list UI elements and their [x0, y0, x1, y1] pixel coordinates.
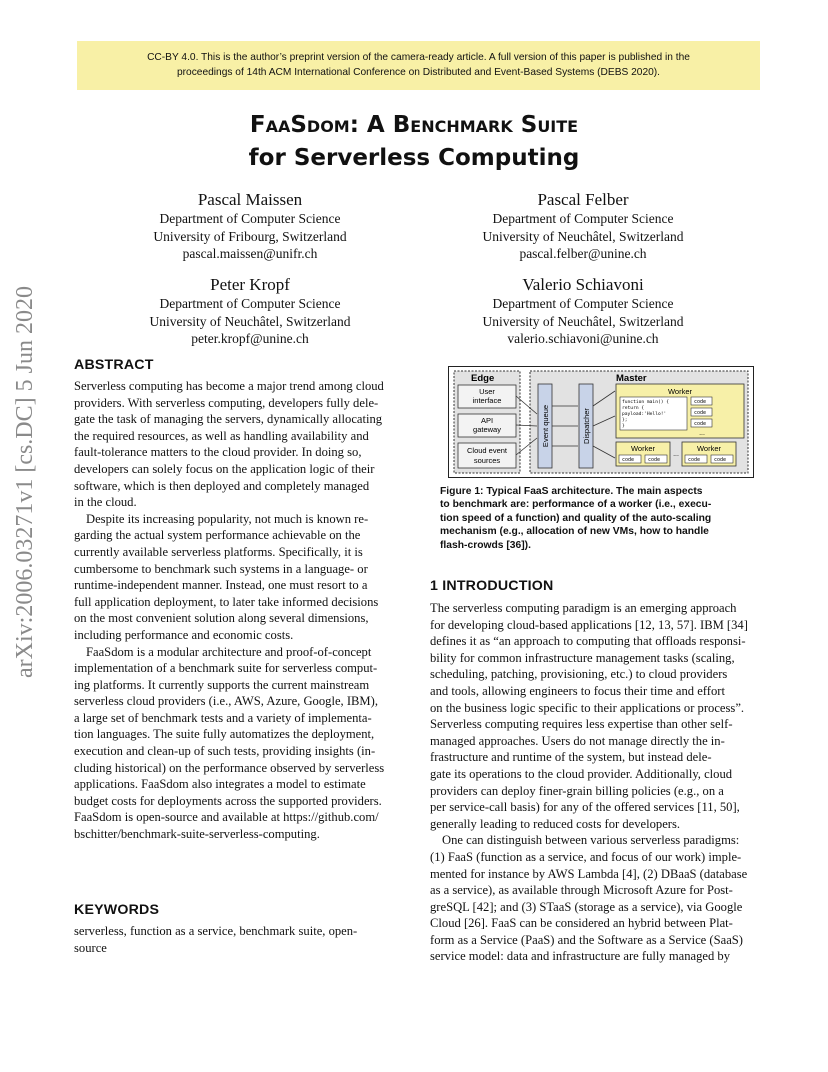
text-line: mechanism (e.g., allocation of new VMs, how to handle: [440, 526, 709, 538]
text-line: Serverless computing requires less expertise than other self-: [430, 717, 733, 732]
text-line: Cloud [26]. FaaS can be considered an hybrid between Plat-: [430, 916, 733, 931]
author-name: Valerio Schiavoni: [522, 275, 644, 294]
author-block: [433, 189, 733, 263]
text-line: cluding historical) on the performance observed by serverless: [74, 760, 385, 775]
text-line: mented for instance by AWS Lambda [4], (2) DBaaS (database: [430, 866, 748, 881]
abstract-body: [74, 378, 400, 843]
text-line: tion languages. The suite fully automatizes the deployment,: [74, 727, 375, 742]
text-line: service model: data and infrastructure are fully managed by: [430, 949, 731, 964]
text-line: gate its operations to the cloud provider. Additionally, cloud: [430, 766, 733, 781]
title-line: FaaSdom: A Benchmark Suite: [249, 112, 579, 138]
text-line: gate the task of managing the servers, dynamically allocating: [74, 412, 383, 427]
author-block: [100, 274, 400, 348]
introduction-body: [430, 600, 760, 965]
text-line: currently available serverless platforms. Specifically, it is: [74, 544, 363, 559]
abstract-paragraph: [74, 378, 400, 511]
master-label: Master: [616, 373, 647, 384]
text-line: serverless cloud providers (i.e., AWS, Azure, Google, IBM),: [74, 694, 378, 709]
text-line: defines it as “an approach to computing that offloads responsi-: [430, 634, 746, 649]
text-line: the required resources, as well as handling availability and: [74, 428, 369, 443]
edge-box-text: API: [480, 416, 494, 425]
intro-paragraph: [430, 832, 760, 965]
code-line: payload:'Hello!': [622, 412, 667, 417]
text-line: bility for common infrastructure management tasks (scaling,: [430, 650, 735, 665]
text-line: as a service), as available through Microsoft Azure for Post-: [430, 883, 733, 898]
text-line: ing platforms. It currently supports the current mainstream: [74, 677, 370, 692]
text-line: Despite its increasing popularity, not much is known re-: [86, 511, 369, 526]
text-line: (1) FaaS (function as a service, and focus of our work) imple-: [430, 849, 742, 864]
text-line: FaaSdom is a modular architecture and proof-of-concept: [86, 644, 372, 659]
text-line: execution and clean-up of such tests, providing insights (in-: [74, 744, 376, 759]
text-line: serverless, function as a service, benchmark suite, open-: [74, 924, 358, 938]
figure-caption: [440, 485, 760, 552]
banner-line: CC-BY 4.0. This is the author’s preprint version of the camera-ready article. A full version of this paper is published in the: [147, 52, 690, 63]
code-chips: [691, 397, 712, 427]
code-line: return {: [622, 406, 645, 411]
text-line: scheduling, patching, provisioning, etc.) to cloud providers: [430, 667, 728, 682]
text-line: bschitter/benchmark-suite-serverless-computing.: [74, 827, 320, 842]
author-univ: University of Neuchâtel, Switzerland: [482, 228, 684, 244]
title-line: for Serverless Computing: [248, 145, 580, 171]
text-line: Serverless computing has become a major trend among cloud: [74, 379, 384, 393]
text-line: and tools, allowing engineers to focus their time and effort: [430, 683, 725, 698]
author-email[interactable]: valerio.schiavoni@unine.ch: [507, 331, 659, 346]
author-dept: Department of Computer Science: [492, 296, 674, 311]
edge-box-text: sources: [473, 456, 501, 465]
more-ellipsis: ...: [699, 430, 705, 437]
author-dept: Department of Computer Science: [159, 296, 341, 311]
text-line: to benchmark are: performance of a worker (i.e., execu-: [440, 499, 712, 511]
text-line: on the most convenient solution along several dimensions,: [74, 611, 369, 626]
author-univ: University of Fribourg, Switzerland: [153, 228, 347, 244]
code-chip-label: code: [648, 457, 661, 463]
keywords-heading: KEYWORDS: [74, 902, 160, 918]
text-line: flash-crowds [36]).: [440, 539, 531, 551]
edge-box-text: gateway: [473, 425, 501, 434]
author-univ: University of Neuchâtel, Switzerland: [149, 313, 351, 329]
text-line: garding the actual system performance achievable on the: [74, 528, 361, 543]
text-line: managed approaches. Users do not manage directly the in-: [430, 733, 725, 748]
text-line: providers. With serverless computing, developers fully dele-: [74, 395, 379, 410]
text-line: greSQL [42]; and (3) STaaS (storage as a service), via Google: [430, 899, 743, 914]
author-email[interactable]: peter.kropf@unine.ch: [191, 331, 309, 346]
code-chip-label: code: [688, 457, 701, 463]
edge-box-text: interface: [472, 396, 502, 405]
author-name: Peter Kropf: [210, 275, 290, 294]
code-chip-label: code: [694, 410, 707, 416]
faas-architecture-figure: [448, 366, 754, 478]
intro-paragraph: [430, 600, 760, 832]
edge-label: Edge: [471, 373, 495, 384]
arxiv-identifier[interactable]: arXiv:2006.03271v1 [cs.DC] 5 Jun 2020: [12, 286, 38, 678]
text-line: developers can solely focus on the application logic of their: [74, 461, 375, 476]
dispatcher-label: Dispatcher: [582, 408, 591, 444]
edge-box-text: Cloud event: [466, 446, 508, 455]
code-line: function main() {: [622, 400, 670, 405]
code-line: };: [622, 418, 628, 423]
code-chip-label: code: [694, 399, 707, 405]
text-line: source: [74, 940, 107, 955]
text-line: per service-call basis) for any of the offered services [11, 50],: [430, 800, 740, 815]
code-chip-label: code: [622, 457, 635, 463]
text-line: providers can deploy finer-grain billing policies (e.g., on a: [430, 783, 724, 798]
worker-label: Worker: [630, 444, 656, 453]
text-line: software, which is then deployed and completely managed: [74, 478, 370, 493]
license-banner: [77, 41, 760, 90]
text-line: including performance and economic costs.: [74, 627, 294, 642]
text-line: Figure 1: Typical FaaS architecture. The main aspects: [440, 486, 703, 497]
abstract-paragraph: [74, 511, 400, 644]
text-line: a large set of benchmark tests and a variety of implementa-: [74, 710, 372, 725]
edge-box-text: User: [479, 387, 495, 396]
code-line: }: [622, 424, 625, 429]
author-email[interactable]: pascal.felber@unine.ch: [519, 246, 647, 261]
worker-label: Worker: [667, 387, 693, 396]
text-line: generally leading to reduced costs for developers.: [430, 816, 681, 831]
abstract-paragraph: [74, 644, 400, 843]
author-email[interactable]: pascal.maissen@unifr.ch: [182, 246, 318, 261]
author-block: [100, 189, 400, 263]
text-line: form as a Service (PaaS) and the Software as a Service (SaaS): [430, 932, 743, 947]
author-univ: University of Neuchâtel, Switzerland: [482, 313, 684, 329]
banner-line: proceedings of 14th ACM International Conference on Distributed and Event-Based Systems (DEBS 2020).: [176, 67, 661, 78]
paper-title: [0, 109, 828, 175]
text-line: for developing cloud-based applications [12, 13, 57]. IBM [34]: [430, 617, 748, 632]
author-dept: Department of Computer Science: [159, 211, 341, 226]
text-line: in the cloud.: [74, 495, 137, 510]
text-line: fault-tolerance matters to the cloud provider. In doing so,: [74, 445, 362, 460]
introduction-heading: 1 INTRODUCTION: [430, 578, 554, 594]
code-chip-label: code: [714, 457, 727, 463]
text-line: One can distinguish between various serverless paradigms:: [442, 833, 740, 848]
text-line: FaaSdom is open-source and available at https://github.com/: [74, 810, 379, 825]
text-line: runtime-independent manner. Instead, one must resort to a: [74, 578, 368, 593]
author-name: Pascal Maissen: [197, 190, 303, 209]
abstract-heading: ABSTRACT: [74, 357, 154, 373]
more-ellipsis: ...: [673, 451, 679, 458]
worker-label: Worker: [696, 444, 722, 453]
text-line: budget costs for deployments across the supported providers.: [74, 793, 382, 808]
text-line: on the business logic specific to their applications or process”.: [430, 700, 745, 715]
text-line: The serverless computing paradigm is an emerging approach: [430, 601, 737, 615]
author-name: Pascal Felber: [537, 190, 629, 209]
keywords-text: [74, 923, 400, 956]
text-line: applications. FaaSdom also integrates a model to estimate: [74, 777, 366, 792]
event-queue-label: Event queue: [541, 404, 550, 448]
author-dept: Department of Computer Science: [492, 211, 674, 226]
author-block: [433, 274, 733, 348]
text-line: full application deployment, to later take informed decisions: [74, 594, 379, 609]
text-line: cumbersome to benchmark such systems in a language- or: [74, 561, 368, 576]
text-line: tion speed of a function) and quality of the auto-scaling: [440, 512, 712, 524]
code-chip-label: code: [694, 421, 707, 427]
text-line: implementation of a benchmark suite for serverless comput-: [74, 661, 378, 676]
text-line: frastructure and runtime of the system, but instead dele-: [430, 750, 712, 765]
